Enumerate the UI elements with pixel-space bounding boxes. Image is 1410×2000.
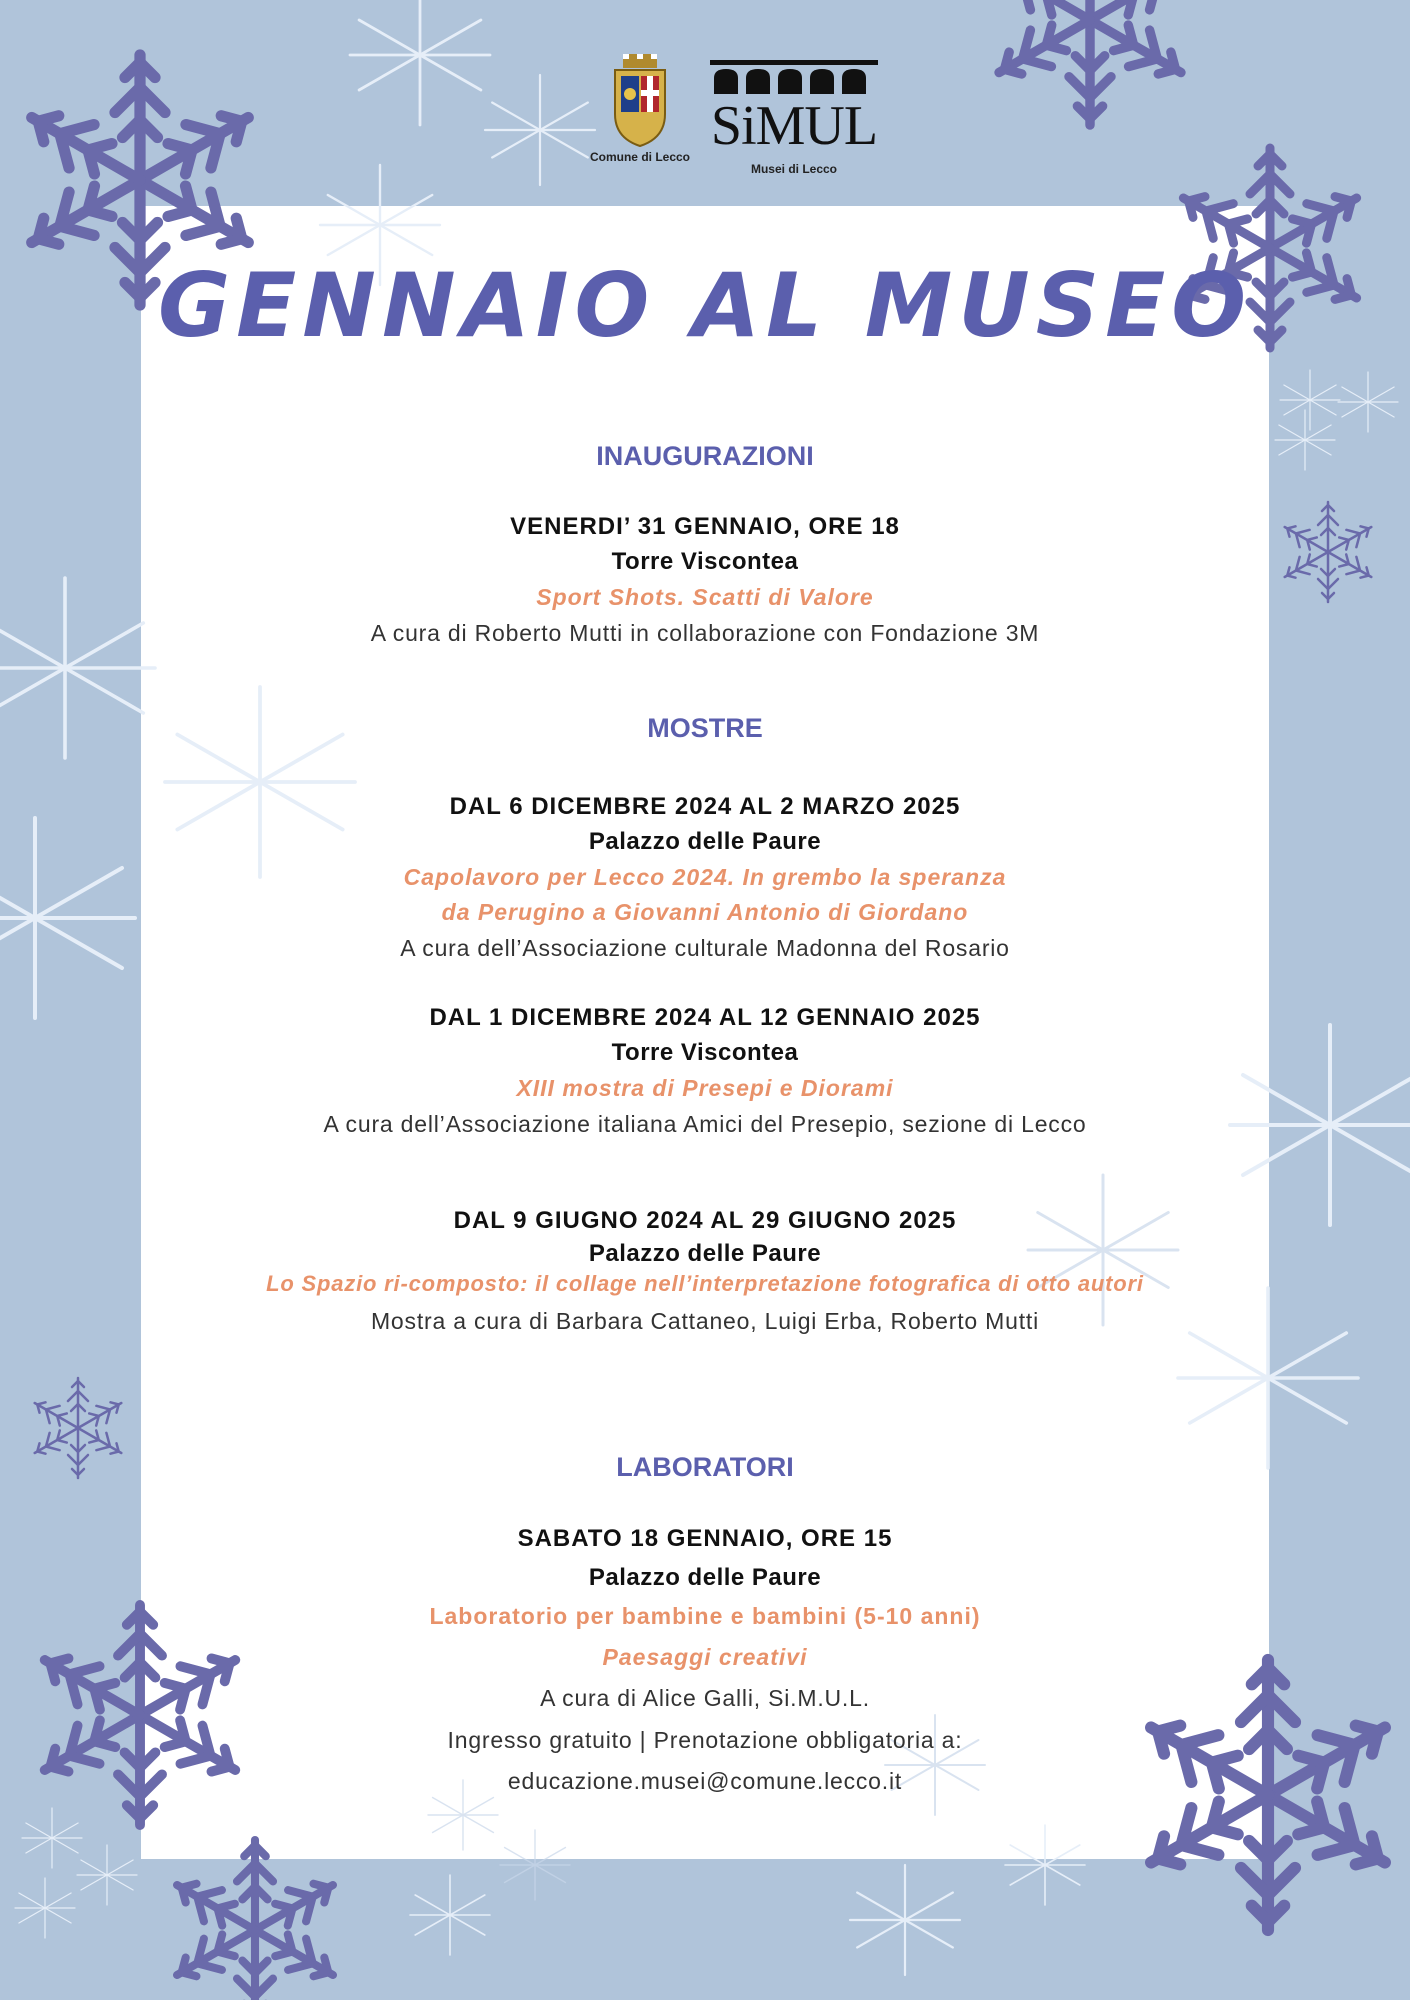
event-place: Palazzo delle Paure [588, 828, 822, 855]
event-curator: A cura di Roberto Mutti in collaborazione con Fondazione 3M [370, 620, 1040, 646]
event-date: VENERDI’ 31 GENNAIO, ORE 18 [510, 513, 900, 540]
event-title: Lo Spazio ri-composto: il collage nell’interpretazione fotografica di otto autori [266, 1271, 1144, 1296]
event-date: DAL 9 GIUGNO 2024 AL 29 GIUGNO 2025 [453, 1207, 957, 1234]
event-curator: A cura dell’Associazione culturale Madonna del Rosario [400, 935, 1010, 961]
event-date: DAL 1 DICEMBRE 2024 AL 12 GENNAIO 2025 [429, 1004, 981, 1031]
event-place: Torre Viscontea [611, 548, 799, 575]
event-title: Capolavoro per Lecco 2024. In grembo la speranza [403, 864, 1007, 890]
snowflake-icon [168, 1840, 342, 2000]
event-date: DAL 6 DICEMBRE 2024 AL 2 MARZO 2025 [449, 793, 961, 820]
page-title: GENNAIO AL MUSEO [157, 254, 1253, 357]
snowflake-icon [989, 0, 1192, 125]
snowflake-icon [30, 1378, 127, 1478]
event-title: da Perugino a Giovanni Antonio di Giordano [441, 899, 969, 925]
event-title: Paesaggi creativi [602, 1644, 808, 1670]
event-curator: Mostra a cura di Barbara Cattaneo, Luigi Erba, Roberto Mutti [370, 1308, 1040, 1334]
section-heading: LABORATORI [616, 1452, 794, 1482]
logos [580, 52, 880, 182]
event-date: SABATO 18 GENNAIO, ORE 15 [517, 1525, 893, 1552]
event-title: Sport Shots. Scatti di Valore [536, 584, 874, 610]
comune-logo [580, 52, 700, 172]
simul-logo [710, 60, 880, 180]
coat-of-arms-icon [609, 54, 671, 148]
event-curator: A cura dell’Associazione italiana Amici del Presepio, sezione di Lecco [323, 1111, 1087, 1137]
event-place: Palazzo delle Paure [588, 1564, 822, 1591]
simul-caption: Musei di Lecco [750, 162, 838, 176]
event-place: Torre Viscontea [611, 1039, 799, 1066]
booking-info: Ingresso gratuito | Prenotazione obbligatoria a: [447, 1727, 963, 1753]
snowflake-icon [1280, 502, 1377, 602]
event-place: Palazzo delle Paure [588, 1240, 822, 1267]
event-curator: A cura di Alice Galli, Si.M.U.L. [540, 1685, 870, 1711]
section-heading: MOSTRE [647, 713, 763, 743]
booking-email[interactable]: educazione.musei@comune.lecco.it [507, 1768, 903, 1794]
museum-arches-icon [710, 60, 878, 96]
event-title: XIII mostra di Presepi e Diorami [516, 1075, 894, 1101]
section-heading: INAUGURAZIONI [596, 441, 814, 471]
simul-wordmark: SiMUL [710, 95, 878, 157]
comune-caption: Comune di Lecco [589, 150, 690, 164]
event-subtitle: Laboratorio per bambine e bambini (5-10 anni) [429, 1603, 981, 1629]
